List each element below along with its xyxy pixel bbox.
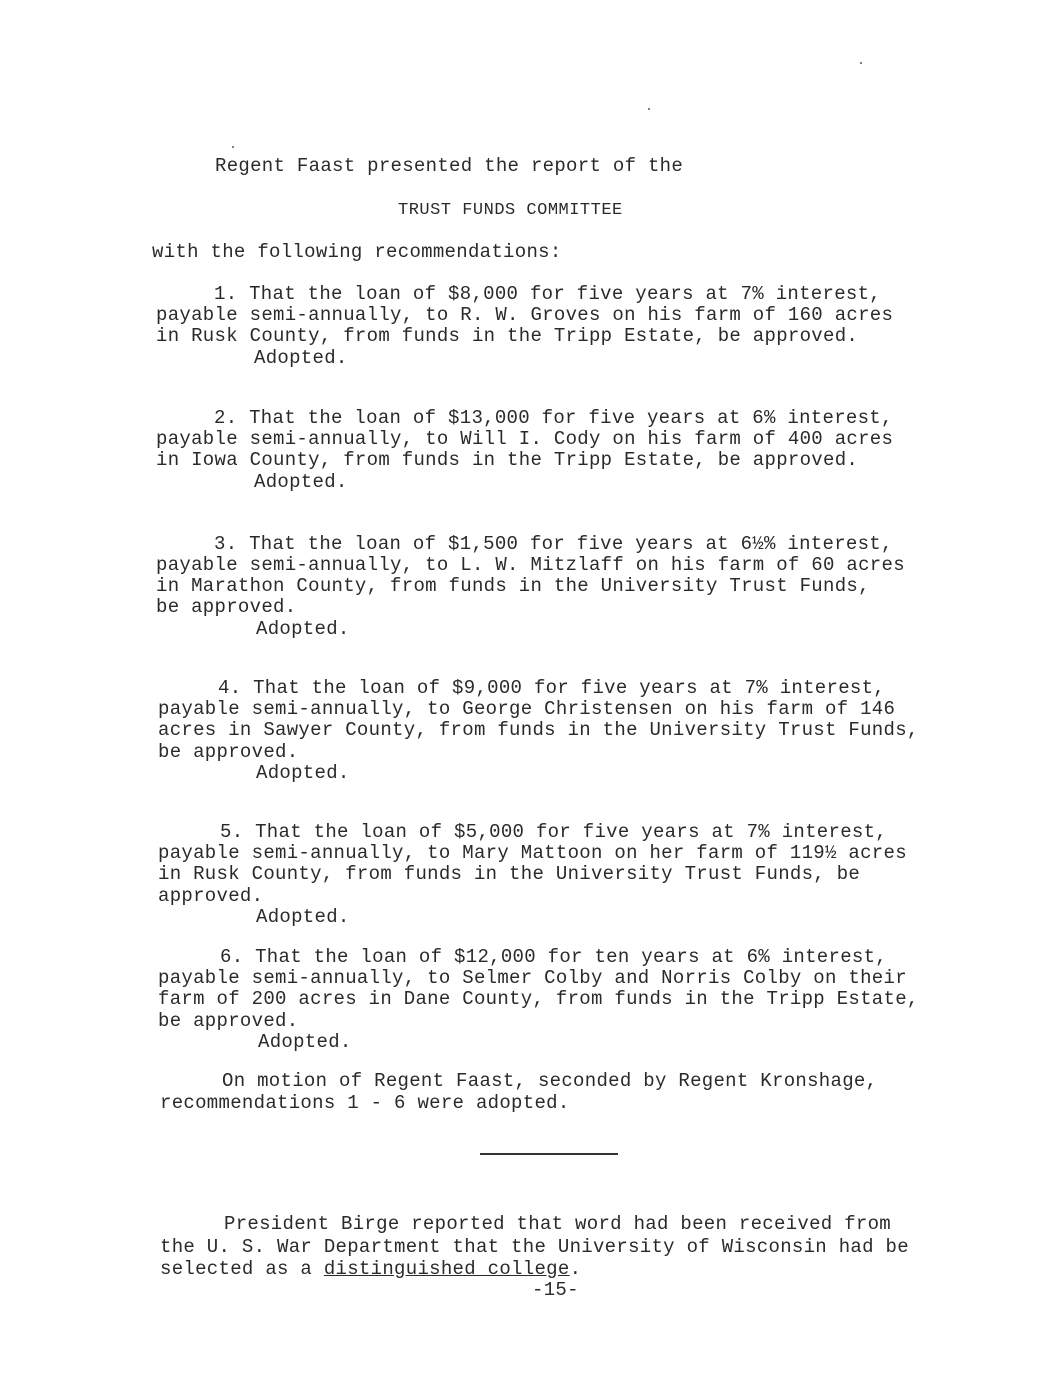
item-line: payable semi-annually, to L. W. Mitzlaff on his farm of 60 acres <box>156 554 905 576</box>
item-line: be approved. <box>156 596 297 618</box>
item-line: approved. <box>158 885 264 907</box>
item-line: 5. That the loan of $5,000 for five years at 7% interest, <box>220 821 888 843</box>
item-line: in Marathon County, from funds in the University Trust Funds, <box>156 575 870 597</box>
item-status: Adopted. <box>254 471 348 493</box>
item-line: in Iowa County, from funds in the Tripp Estate, be approved. <box>156 449 859 471</box>
speck <box>232 146 234 148</box>
item-line: in Rusk County, from funds in the Tripp Estate, be approved. <box>156 325 859 347</box>
speck <box>860 62 862 64</box>
item-line: 4. That the loan of $9,000 for five years at 7% interest, <box>218 677 886 699</box>
item-line: 3. That the loan of $1,500 for five years at 6½% interest, <box>214 533 893 555</box>
item-line: payable semi-annually, to George Christensen on his farm of 146 <box>158 698 896 720</box>
item-line: payable semi-annually, to Will I. Cody on his farm of 400 acres <box>156 428 894 450</box>
section-divider <box>480 1153 618 1155</box>
item-status: Adopted. <box>258 1031 352 1053</box>
president-line-2: the U. S. War Department that the University of Wisconsin had be <box>160 1236 909 1258</box>
item-line: payable semi-annually, to Selmer Colby and Norris Colby on their <box>158 967 907 989</box>
page-number: -15- <box>532 1279 579 1301</box>
intro-line: Regent Faast presented the report of the <box>215 155 684 177</box>
speck <box>648 108 650 110</box>
item-line: be approved. <box>158 1010 299 1032</box>
item-line: 2. That the loan of $13,000 for five years at 6% interest, <box>214 407 893 429</box>
item-line: 1. That the loan of $8,000 for five years at 7% interest, <box>214 283 882 305</box>
item-line: acres in Sawyer County, from funds in the University Trust Funds, <box>158 719 919 741</box>
item-status: Adopted. <box>254 347 348 369</box>
president-line-3-end: . <box>569 1258 582 1280</box>
item-line: farm of 200 acres in Dane County, from funds in the Tripp Estate, <box>158 988 919 1010</box>
motion-line-1: On motion of Regent Faast, seconded by Regent Kronshage, <box>222 1070 878 1092</box>
distinguished-college-text: distinguished college <box>323 1258 570 1280</box>
committee-title: TRUST FUNDS COMMITTEE <box>398 201 623 220</box>
item-line: 6. That the loan of $12,000 for ten years at 6% interest, <box>220 946 888 968</box>
president-line-3 <box>160 1259 581 1280</box>
item-line: be approved. <box>158 741 299 763</box>
intro-lead: with the following recommendations: <box>152 241 562 263</box>
item-line: payable semi-annually, to R. W. Groves on his farm of 160 acres <box>156 304 894 326</box>
item-status: Adopted. <box>256 762 350 784</box>
item-status: Adopted. <box>256 618 350 640</box>
president-line-1: President Birge reported that word had been received from <box>224 1213 892 1235</box>
item-line: payable semi-annually, to Mary Mattoon on her farm of 119½ acres <box>158 842 907 864</box>
motion-line-2: recommendations 1 - 6 were adopted. <box>160 1092 570 1114</box>
item-line: in Rusk County, from funds in the University Trust Funds, be <box>158 863 861 885</box>
item-status: Adopted. <box>256 906 350 928</box>
president-line-3-start: selected as a <box>160 1258 324 1280</box>
